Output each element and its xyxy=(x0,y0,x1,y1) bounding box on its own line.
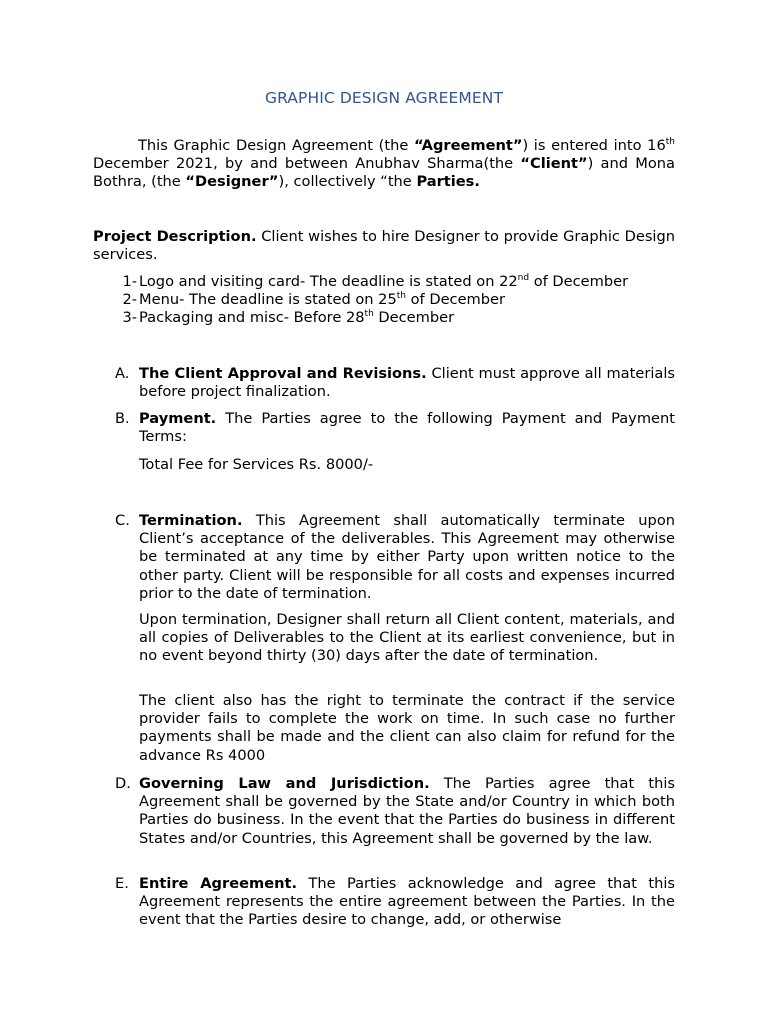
document-title: GRAPHIC DESIGN AGREEMENT xyxy=(264,89,504,107)
section-termination: C. Termination. This Agreement shall automatically terminate upon Client’s acceptance of the deliverables. This Agreement may otherwise be terminated at any time by either Party upon written notice to the other party. Client will be responsible for all costs and expenses incurred prior to the date of termination. xyxy=(115,512,675,602)
payment-fee: Total Fee for Services Rs. 8000/- xyxy=(139,456,374,473)
section-governing-law: D. Governing Law and Jurisdiction. The Parties agree that this Agreement shall be governed by the State and/or Country in which both Parties do business. In the event that the Parties do business in different States and/or Countries, this Agreement shall be governed by the law. xyxy=(115,775,675,847)
section-entire-agreement: E. Entire Agreement. The Parties acknowledge and agree that this Agreement represents the entire agreement between the Parties. In the event that the Parties desire to change, add, or otherwise xyxy=(115,875,675,929)
section-payment: B. Payment. The Parties agree to the following Payment and Payment Terms: xyxy=(115,410,675,446)
intro-paragraph: This Graphic Design Agreement (the “Agreement”) is entered into 16th December 2021, by and between Anubhav Sharma(the “Client”) and Mona Bothra, (the “Designer”), collectively “the Parties. xyxy=(93,137,676,191)
project-description: Project Description. Client wishes to hire Designer to provide Graphic Design services. xyxy=(93,228,675,264)
document-page: GRAPHIC DESIGN AGREEMENT This Graphic Design Agreement (the “Agreement”) is entered into 16th December 2021, by and between Anubhav Sharma(the “Client”) and Mona Bothra, (the “Designer”), collectively “the Parties. Project Description. Client wishes to hire Designer to provide Graphic Design services. 1- Logo and visiting card- The deadline is stated on 22nd of December 2- Menu- The deadline is stated on 25th of December 3- Packaging and misc- Before 28th December A. The Client Approval and Revisions. Client must approve all materials before project finalization. B. Payment. The Parties agree to the following Payment and Payment Terms: Total Fee for Services Rs. 8000/- C. Termination. This Agreement shall automatically terminate upon Client’s acceptance of the deliverables. This Agreement may otherwise be terminated at any time by either Party upon written notice to the other party. Client will be responsible for all costs and expenses incurred prior to the date of termination. Upon termination, Designer shall return all Client content, materials, and all copies of Deliverables to the Client at its earliest convenience, but in no event beyond thirty (30) days after the date of termination. The client also has the right to terminate the contract if the service provider fails to complete the work on time. In such case no further payments shall be made and the client can also claim for refund for the advance Rs 4000 D. Governing Law and Jurisdiction. The Parties agree that this Agreement shall be governed by the State and/or Country in which both Parties do business. In the event that the Parties do business in different States and/or Countries, this Agreement shall be governed by the law. E. Entire Agreement. The Parties acknowledge and agree that this Agreement represents the entire agreement between the Parties. In the event that the Parties desire to change, add, or otherwise xyxy=(0,0,768,1024)
termination-client-right-paragraph: The client also has the right to terminate the contract if the service provider fails to complete the work on time. In such case no further payments shall be made and the client can also claim for refund for the advance Rs 4000 xyxy=(139,692,675,764)
termination-return-paragraph: Upon termination, Designer shall return all Client content, materials, and all copies of Deliverables to the Client at its earliest convenience, but in no event beyond thirty (30) days after the date of termination. xyxy=(139,611,675,665)
section-approval: A. The Client Approval and Revisions. Client must approve all materials before project finalization. xyxy=(115,365,675,401)
